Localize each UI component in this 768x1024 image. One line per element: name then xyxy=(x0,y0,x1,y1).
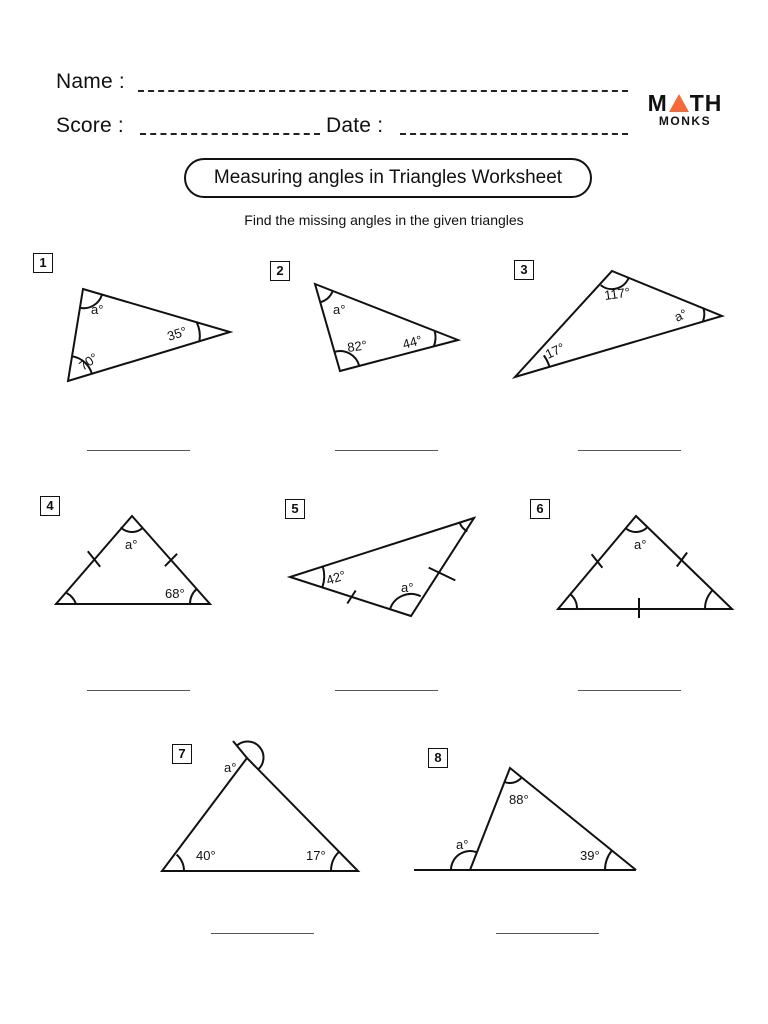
triangle-2-label-82: 82° xyxy=(346,337,368,355)
triangle-8-arc-top xyxy=(505,777,522,783)
score-label: Score : xyxy=(56,114,124,137)
triangle-8-shape xyxy=(470,768,636,870)
triangle-1-arc-right xyxy=(197,322,200,341)
triangle-7-arc-left xyxy=(177,855,184,871)
triangle-6-arc-right xyxy=(705,590,713,609)
triangle-2-arc-right xyxy=(434,331,436,347)
triangle-4-shape xyxy=(56,516,210,604)
triangle-1-label-a: a° xyxy=(91,302,104,317)
triangle-7-arc-right xyxy=(331,852,339,871)
triangle-2-arc-top xyxy=(321,291,333,302)
date-label: Date : xyxy=(326,114,384,137)
triangle-6-arc-left xyxy=(570,594,577,609)
triangle-5-arc-left xyxy=(322,567,324,588)
triangle-5 xyxy=(290,518,474,616)
triangle-2-shape xyxy=(315,284,458,371)
triangle-3-arc-right xyxy=(703,308,705,321)
triangle-6-arc-top xyxy=(626,527,648,532)
problem-number-5: 5 xyxy=(285,499,305,519)
triangle-6 xyxy=(558,516,732,618)
logo-text-left: M xyxy=(647,90,668,116)
problem-number-8: 8 xyxy=(428,748,448,768)
triangle-8-label-88: 88° xyxy=(509,792,529,807)
triangle-4 xyxy=(56,516,210,604)
triangle-2 xyxy=(315,284,458,371)
triangle-3-label-a: a° xyxy=(671,305,690,325)
triangle-3-label-117: 117° xyxy=(603,284,632,303)
triangle-5-label-42: 42° xyxy=(324,567,348,588)
problem-number-7: 7 xyxy=(172,744,192,764)
triangle-5-arc-top xyxy=(460,523,468,532)
triangle-1-label-35: 35° xyxy=(165,323,189,344)
triangle-5-shape xyxy=(290,518,474,616)
worksheet-title: Measuring angles in Triangles Worksheet xyxy=(184,158,592,198)
triangle-7-label-40: 40° xyxy=(196,848,216,863)
triangle-5-label-a: a° xyxy=(401,580,414,595)
triangle-8-label-a: a° xyxy=(456,837,469,852)
problem-number-6: 6 xyxy=(530,499,550,519)
triangle-1-label-70: 70° xyxy=(76,349,101,374)
triangle-2-label-44: 44° xyxy=(400,332,424,352)
name-label: Name : xyxy=(56,70,125,93)
triangle-4-label-a: a° xyxy=(125,537,138,552)
problem-number-2: 2 xyxy=(270,261,290,281)
triangle-8-label-39: 39° xyxy=(580,848,600,863)
triangle-2-label-a: a° xyxy=(333,302,346,317)
logo-text-right: TH xyxy=(689,90,723,116)
triangle-7-label-a: a° xyxy=(224,760,237,775)
triangle-4-arc-right xyxy=(190,589,197,604)
logo-subtitle: MONKS xyxy=(658,114,712,128)
triangle-8 xyxy=(414,768,636,870)
triangle-4-label-68: 68° xyxy=(165,586,185,601)
instruction-text: Find the missing angles in the given triangles xyxy=(244,212,524,228)
problem-number-4: 4 xyxy=(40,496,60,516)
triangle-7-shape xyxy=(162,758,358,871)
triangle-6-label-a: a° xyxy=(634,537,647,552)
triangle-8-arc-right xyxy=(605,851,612,871)
triangle-3 xyxy=(515,271,722,377)
triangle-4-arc-left xyxy=(67,593,76,604)
triangle-7-label-17: 17° xyxy=(306,848,326,863)
triangle-1 xyxy=(68,289,230,381)
triangle-3-label-17: 17° xyxy=(542,339,568,362)
problem-number-1: 1 xyxy=(33,253,53,273)
triangle-7 xyxy=(162,741,358,871)
triangle-4-arc-top xyxy=(121,527,143,532)
problem-number-3: 3 xyxy=(514,260,534,280)
